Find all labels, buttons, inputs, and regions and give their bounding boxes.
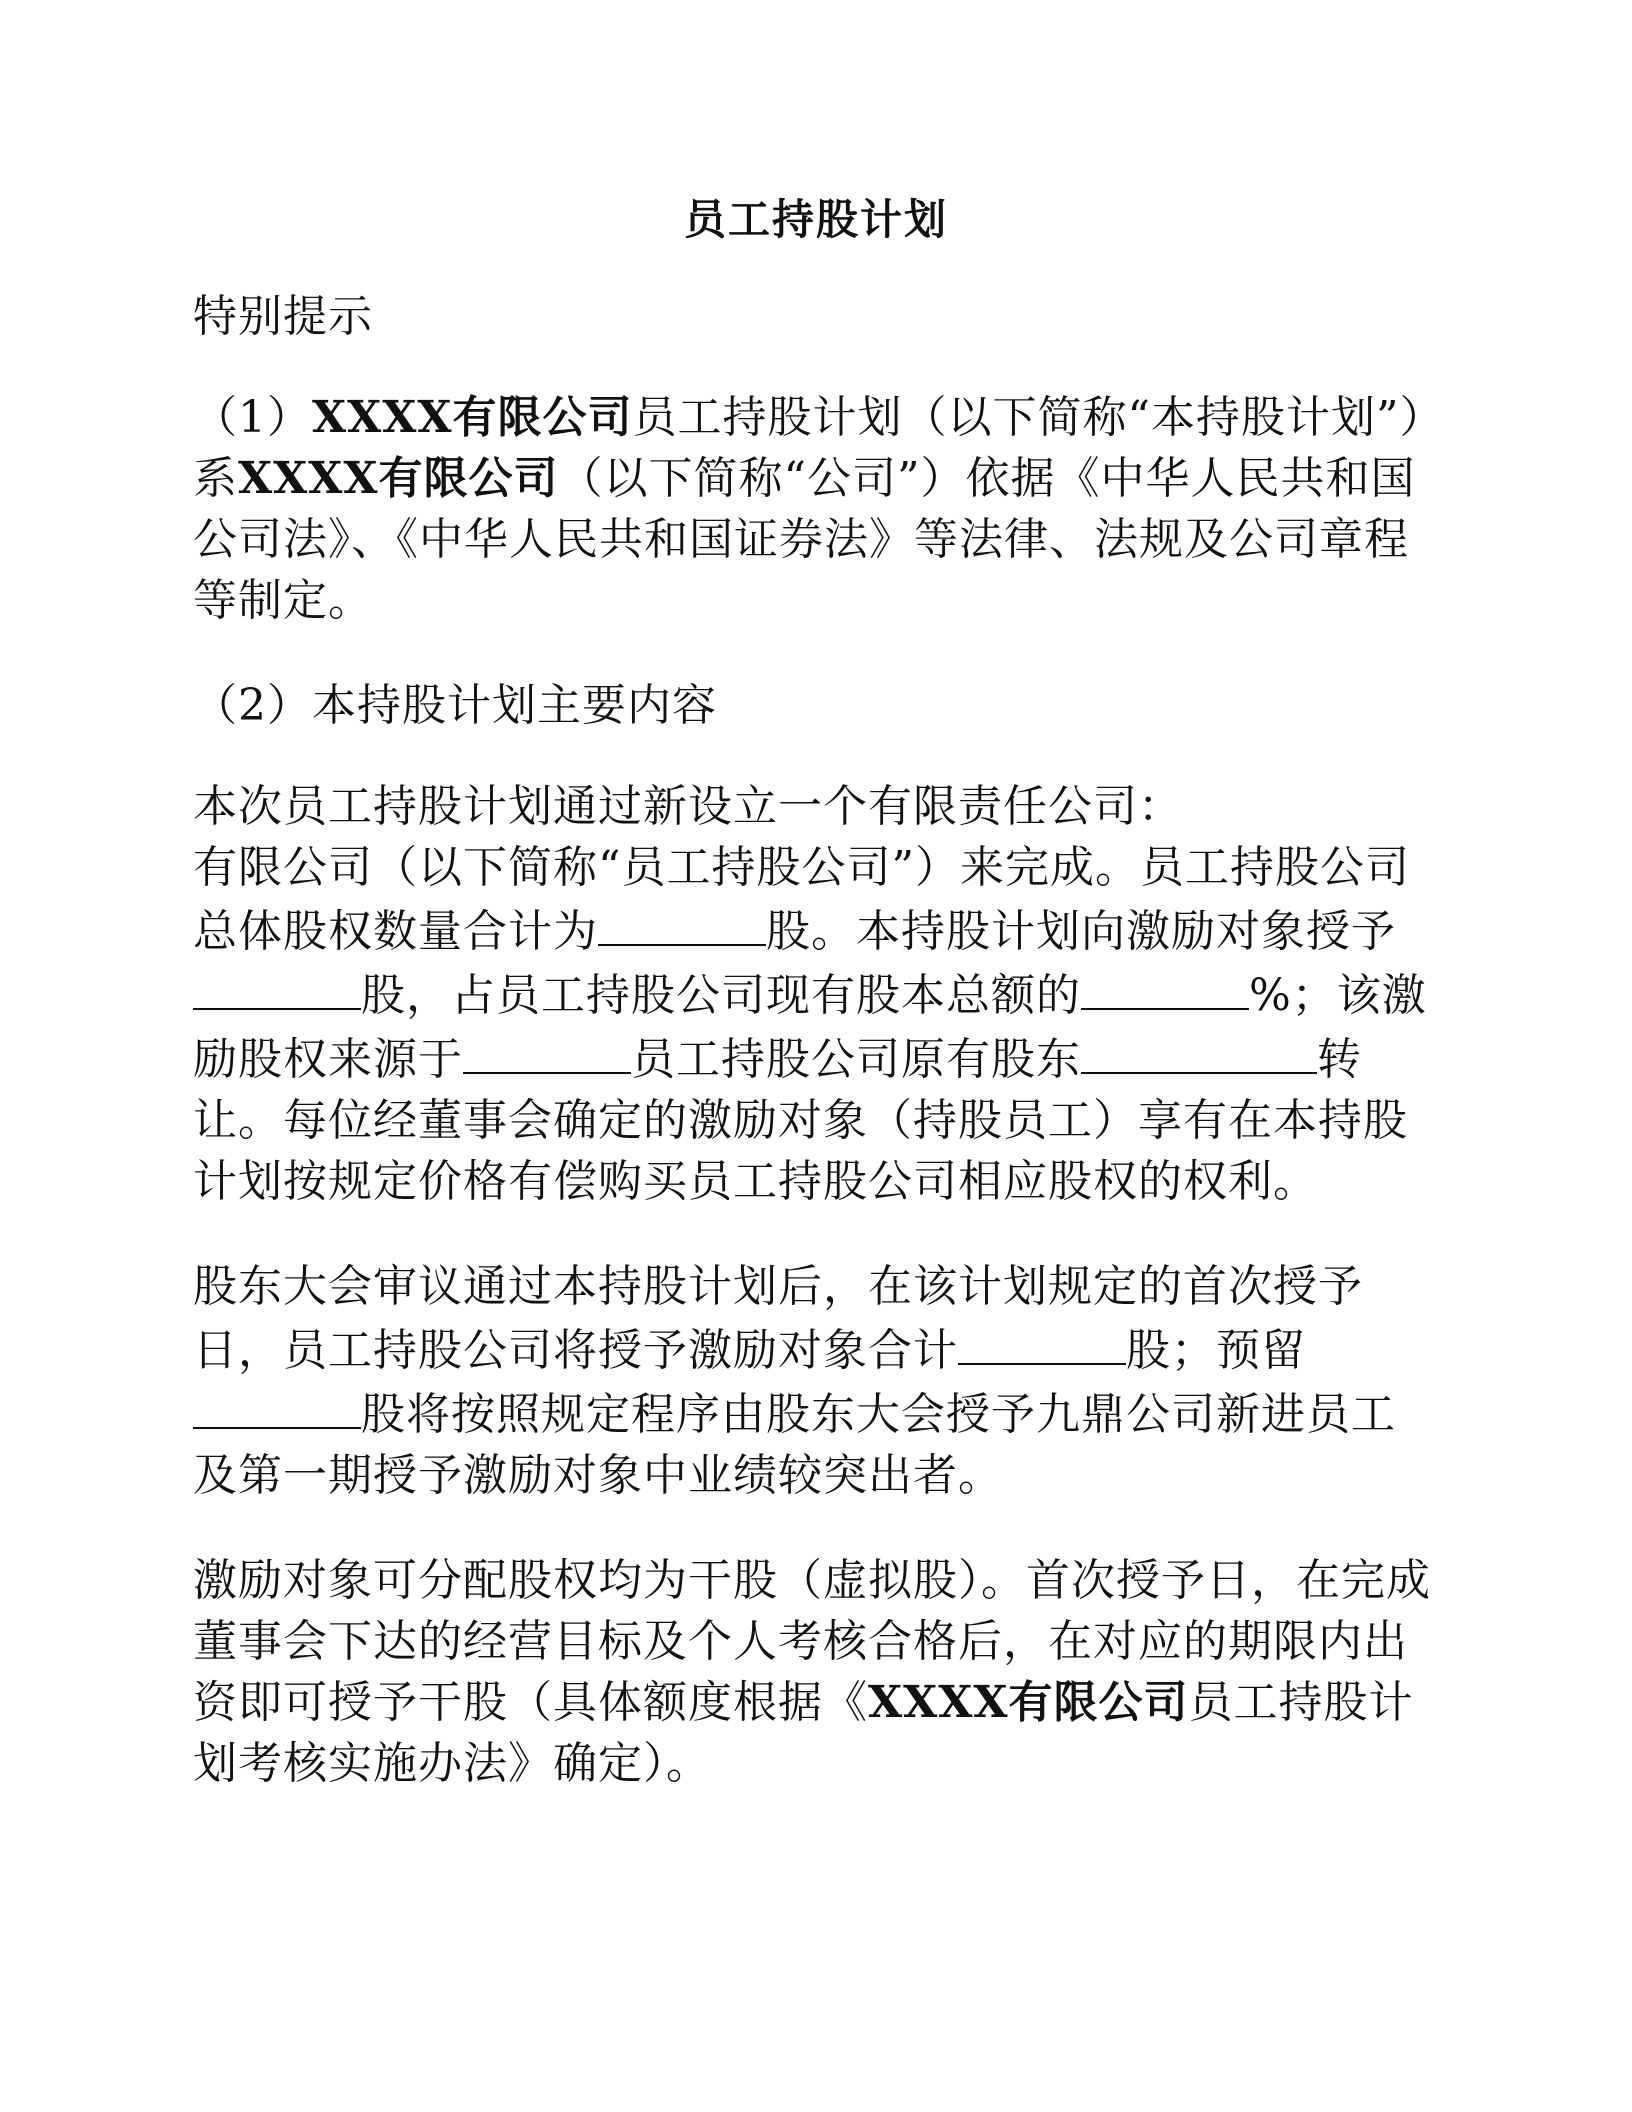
document-page (193, 190, 1439, 1838)
paragraph-basis (193, 387, 1439, 631)
fill-blank-first-grant-shares[interactable] (958, 1317, 1126, 1365)
special-notice-heading: 特别提示 (193, 291, 373, 342)
paragraph-text: 激励对象可分配股权均为干股（虚拟股）。首次授予日，在完成董事会下达的经营目标及个人考核合格后，在对应的期限内出资即可授予干股（具体额度根据《 (193, 1555, 1431, 1728)
paragraph-text: 股；预留 (1126, 1325, 1306, 1376)
company-name: XXXX有限公司 (312, 392, 633, 443)
paragraph-text: 股将按照规定程序由股东大会授予九鼎公司新进员工及第一期授予激励对象中业绩较突出者。 (193, 1389, 1396, 1501)
document-title: 员工持股计划 (683, 195, 948, 244)
paragraph-plan-structure (193, 776, 1439, 1212)
fill-blank-shareholder[interactable] (1081, 1026, 1317, 1074)
company-name: XXXX有限公司 (238, 453, 559, 504)
paragraph-text: 股，占员工持股公司现有股本总额的 (361, 970, 1081, 1021)
fill-blank-granted-shares[interactable] (193, 962, 361, 1010)
paragraph-text: 员工持股计划（以下简称“本持股计划”）系 (193, 392, 1423, 504)
paragraph-text: 有限公司（以下简称“员工持股公司”）来完成。员工持股公司总体股权数量合计为 (193, 842, 1410, 957)
paragraph-text: （以下简称“公司”）依据《中华人民共和国公司法》、《中华人民共和国证券法》等法律、法规及公司章程等制定。 (193, 453, 1416, 626)
paragraph-number: （1） (193, 392, 312, 443)
paragraph-grant (193, 1256, 1439, 1506)
paragraph-text: 员工持股公司原有股东 (631, 1034, 1081, 1085)
paragraph-text: %；该激励股权来源于 (193, 970, 1427, 1085)
paragraph-text: 本次员工持股计划通过新设立一个有限责任公司： (193, 781, 1183, 832)
fill-blank-total-shares[interactable] (598, 898, 766, 946)
fill-blank-source[interactable] (463, 1026, 631, 1074)
company-name: XXXX有限公司 (868, 1677, 1189, 1728)
paragraph-text: 股。本持股计划向激励对象授予 (766, 906, 1396, 957)
fill-blank-percentage[interactable] (1081, 962, 1249, 1010)
paragraph-text: 转让。每位经董事会确定的激励对象（持股员工）享有在本持股计划按规定价格有偿购买员工持股公司相应股权的权利。 (193, 1034, 1408, 1207)
paragraph-dry-shares (193, 1550, 1439, 1794)
paragraph-text: 员工持股计划考核实施办法》确定）。 (193, 1677, 1414, 1789)
fill-blank-reserved-shares[interactable] (193, 1381, 361, 1429)
paragraph-text: 股东大会审议通过本持股计划后，在该计划规定的首次授予日，员工持股公司将授予激励对象合计 (193, 1261, 1363, 1376)
main-content-heading: （2）本持股计划主要内容 (193, 680, 717, 731)
